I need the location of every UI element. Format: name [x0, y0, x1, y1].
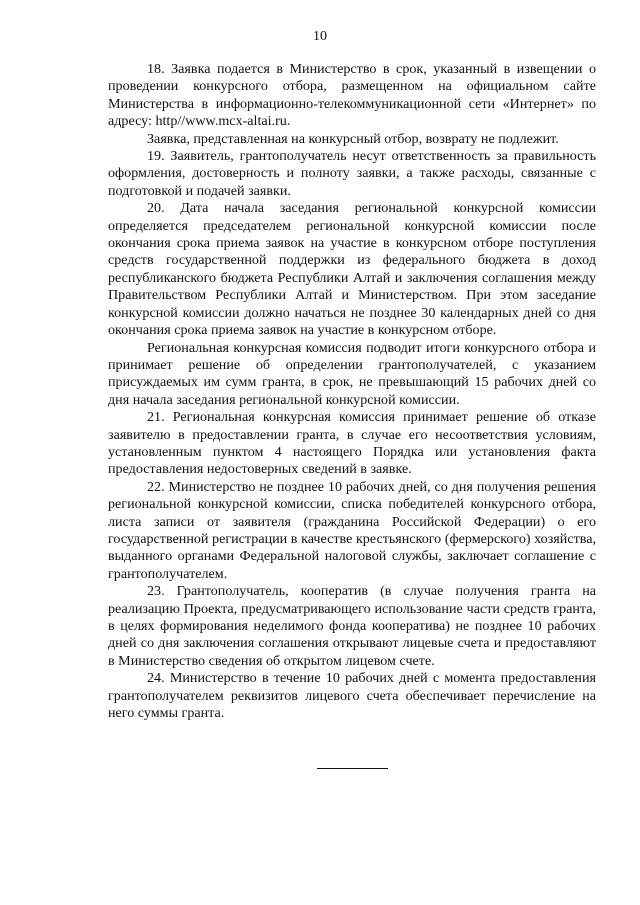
end-of-document-rule: [317, 768, 388, 769]
paragraph-19: 19. Заявитель, грантополучатель несут ответственность за правильность оформления, достоверность и полноту заявки, а также расходы, связанные с подготовкой и подачей заявки.: [108, 148, 596, 199]
paragraph-23: 23. Грантополучатель, кооператив (в случае получения гранта на реализацию Проекта, предусматривающего использование части средств гранта, в целях формирования неделимого фонда кооператива) не позднее 10 рабочих дней со дня заключения соглашения открывают лицевые счета и предоставляют в Министерство сведения об открытом лицевом счете.: [108, 583, 596, 669]
paragraph-21: 21. Региональная конкурсная комиссия принимает решение об отказе заявителю в предоставлении гранта, в случае его несоответствия условиям, установленным пунктом 4 настоящего Порядка или установления факта предоставления недостоверных сведений в заявке.: [108, 409, 596, 478]
paragraph-24: 24. Министерство в течение 10 рабочих дней с момента предоставления грантополучателем реквизитов лицевого счета обеспечивает перечисление на него суммы гранта.: [108, 670, 596, 722]
document-body: [108, 61, 596, 722]
paragraph-20-continuation: Региональная конкурсная комиссия подводит итоги конкурсного отбора и принимает решение об определении грантополучателей, с указанием присуждаемых им сумм гранта, в срок, не превышающий 15 рабочих дней со дня начала заседания региональной конкурсной комиссии.: [108, 339, 596, 408]
paragraph-18-note: Заявка, представленная на конкурсный отбор, возврату не подлежит.: [147, 130, 559, 147]
paragraph-22: 22. Министерство не позднее 10 рабочих дней, со дня получения решения региональной конкурсной комиссии, списка победителей конкурсного отбора, листа записи от заявителя (гражданина Российской Федерации) о его государственной регистрации в качестве крестьянского (фермерского) хозяйства, выданного органами Федеральной налоговой службы, заключает соглашение с грантополучателем.: [108, 478, 596, 582]
page-number: 10: [313, 29, 327, 44]
paragraph-18: 18. Заявка подается в Министерство в срок, указанный в извещении о проведении конкурсного отбора, размещенном на официальном сайте Министерства в информационно-телекоммуникационной сети «Интернет» по адресу: http//www.mcx-altai.ru.: [108, 61, 596, 130]
paragraph-20: 20. Дата начала заседания региональной конкурсной комиссии определяется председателем региональной конкурсной комиссии после окончания срока приема заявок на участие в конкурсном отборе поступления средств государственной поддержки из федерального бюджета в доход республиканского бюджета Республики Алтай и заключения соглашения между Правительством Республики Алтай и Министерством. При этом заседание конкурсной комиссии должно начаться не позднее 30 календарных дней со дня окончания срока приема заявок на участие в конкурсном отборе.: [108, 200, 596, 339]
